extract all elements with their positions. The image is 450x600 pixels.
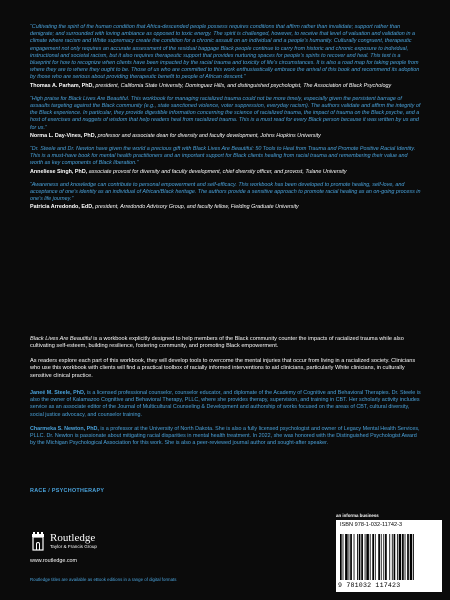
barcode-bar (389, 534, 390, 580)
barcode-bar (359, 534, 361, 580)
book-description (30, 336, 422, 387)
description-paragraph-2: As readers explore each part of this workbook, they will develop tools to overcome the mental injuries that occur from living in a racialized society. Clinicians who use this workbook with clients will find a practical toolbox of racially informed interventions to aid clinicians, particularly White clinicians, in culturally sensitive clinical practice. (30, 357, 416, 379)
barcode-bar (399, 534, 402, 580)
quote-author-role: associate provost for diversity and faculty development, chief diversity officer, and provost, Tulane University (88, 168, 347, 175)
barcode-bar (381, 534, 382, 580)
quote-attribution (30, 83, 422, 90)
barcode-bar (385, 534, 387, 580)
author-name: Janeé M. Steele, PhD, (30, 390, 86, 396)
publisher-name: Routledge (50, 532, 96, 544)
bio-text: is a licensed professional counselor, counselor educator, and diplomate of the Academy of Cognitive and Behavioral Therapies. Dr. Steele is also the owner of Kalamazoo Cognitive and Behavioral Therapy, PLLC, where she provides therapy, supervision, and training in CBT. Her scholarly activity includes service as an associate editor of the Journal of Multicultural Counseling & Development and authorship of works focused on the areas of CBT, cultural diversity, social justice advocacy, and counselor training. (30, 390, 421, 418)
barcode-bar (405, 534, 406, 580)
quote-attribution (30, 133, 422, 140)
barcode-bar (350, 534, 352, 580)
author-name: Charmeka S. Newton, PhD, (30, 425, 99, 432)
barcode-bar (345, 534, 348, 580)
quote-author-role: professor and associate dean for diversity and faculty development, Johns Hopkins University (97, 132, 321, 139)
isbn-barcode (336, 520, 442, 592)
quote-text: “Awareness and knowledge can contribute to personal empowerment and self-efficacy. This workbook has been developed to promote healing, self-love, and acceptance of one’s identity as an individual of African/Black heritage. The authors provide a sensitive approach to promote racial healing as an on-going process in one’s life journey.” (30, 181, 421, 203)
barcode-bars (340, 534, 438, 580)
barcode-bar (392, 534, 393, 580)
barcode-bar (394, 534, 396, 580)
endorsements (30, 24, 422, 218)
barcode-bar (410, 534, 413, 580)
description-paragraph-1 (30, 336, 422, 351)
barcode-bar (413, 534, 414, 580)
publisher-website: www.routledge.com (30, 558, 78, 564)
informa-tagline: an informa business (336, 513, 379, 518)
isbn-label: ISBN 978-1-032-11742-3 (340, 522, 403, 528)
bio-text: is a professor at the University of North Dakota. She is also a fully licensed psychologist and owner of Legacy Mental Health Services, PLLC. Dr. Newton is passionate about mitigating racial disparities in mental health treatment. In 2022, she was honored with the Distinguished Psychologist Award by the Michigan Psychological Association for this work. She is also a peer-reviewed journal author and sought-after speaker. (30, 425, 420, 447)
quote-text: “High praise for Black Lives Are Beautiful. This workbook for managing racialized trauma could not be more timely, especially given the persistent barrage of assaults targeting against the Black community (e.g., state sanctioned violence, voter suppression, everyday racism). The authors validate and affirm the integrity of the Black experience. In particular, they provide digestible information concerning the science of racialized trauma, the impact of trauma on the Black psyche, and a host of exercises and nuggets of wisdom that help readers heal from racialized trauma. This is a must read for every Black person because it was written by us and for us.” (30, 95, 421, 131)
ebook-note: Routledge titles are available as eBook editions in a range of digital formats (30, 577, 177, 582)
barcode-bar (354, 534, 355, 580)
quote-attribution (30, 169, 422, 176)
bio-steele (30, 390, 422, 419)
author-bios (30, 390, 422, 454)
barcode-bar (366, 534, 369, 580)
barcode-bar (343, 534, 344, 580)
barcode-bar (383, 534, 384, 580)
quote-text: “Dr. Steele and Dr. Newton have given the world a precious gift with Black Lives Are Beautiful: 50 Tools to Heal from Trauma and Promote Positive Racial Identity. This is a must-have book for mental health practitioners and an important support for Black clients healing from racial trauma and remembering their value and worth as key components of Black liberation.” (30, 146, 416, 167)
bio-newton (30, 426, 422, 448)
barcode-bar (365, 534, 366, 580)
quote-text: “Cultivating the spirit of the human condition that Africa-descended people possess requires conditions that affirm rather than invalidate; support rather than denigrate; and surrounded with loving ambiance as opposed to toxic energy. The spirit is challenged, however, to receive that level of valuation and validation in a climate where racism and White supremacy create the condition for a chronic assault on an individual and a people’s humanity. Culturally congruent, therapeutic engagement not only requires an accurate assessment of the residual baggage Black people continue to carry from historic and chronic exposure to individual, instructional and societal racism, but it also requires therapeutic support that provides nurturing spaces for people’s spirits to recover and heal. This text is a blueprint for how to recognize when clients have been impacted by the racial trauma and toxicity of life’s circumstances. It is also a road map for taking people from where they are to where they ought to be. Those of us who are committed to this work enthusiastically embrace the arrival of this book and recommend its adoption by those who are serious about providing therapeutic benefit to people of African descent.” (30, 24, 420, 81)
publisher-logo (30, 531, 150, 553)
quote-author: Patricia Arredondo, EdD, (30, 204, 94, 211)
barcode-bar (407, 534, 409, 580)
barcode-bar (378, 534, 380, 580)
barcode-bar (375, 534, 376, 580)
endorsement-day-vines (30, 96, 422, 140)
barcode-bar (361, 534, 363, 580)
quote-attribution (30, 204, 422, 211)
barcode-bar (372, 534, 374, 580)
book-title: Black Lives Are Beautiful (30, 336, 92, 342)
quote-author-role: president, Arredondo Advisory Group, and faculty fellow, Fielding Graduate University (95, 204, 299, 211)
quote-author: Norma L. Day-Vines, PhD, (30, 132, 97, 139)
barcode-bar (357, 534, 358, 580)
barcode-bar (397, 534, 398, 580)
quote-author-role: president, California State University, Dominguez Hills, and distinguished psychologist, The Association of Black Psychology (95, 82, 392, 89)
routledge-tower-icon (30, 531, 46, 551)
publisher-group: Taylor & Francis Group (50, 544, 97, 549)
subject-category: RACE / PSYCHOTHERAPY (30, 488, 105, 494)
endorsement-parham (30, 24, 422, 90)
isbn-digits: 9 781032 117423 (338, 582, 401, 589)
barcode-bar (340, 534, 342, 580)
description-text: is a workbook explicitly designed to help members of the Black community counter the impacts of racialized trauma while also cultivating self-esteem, building resilience, fostering community, and promoting Black empowerment. (30, 336, 404, 350)
endorsement-arredondo (30, 182, 422, 212)
quote-author: Thomas A. Parham, PhD, (30, 82, 94, 89)
barcode-bar (349, 534, 350, 580)
barcode-bar (402, 534, 404, 580)
quote-author: Anneliese Singh, PhD, (30, 168, 88, 175)
barcode-bar (370, 534, 371, 580)
endorsement-singh (30, 146, 422, 176)
